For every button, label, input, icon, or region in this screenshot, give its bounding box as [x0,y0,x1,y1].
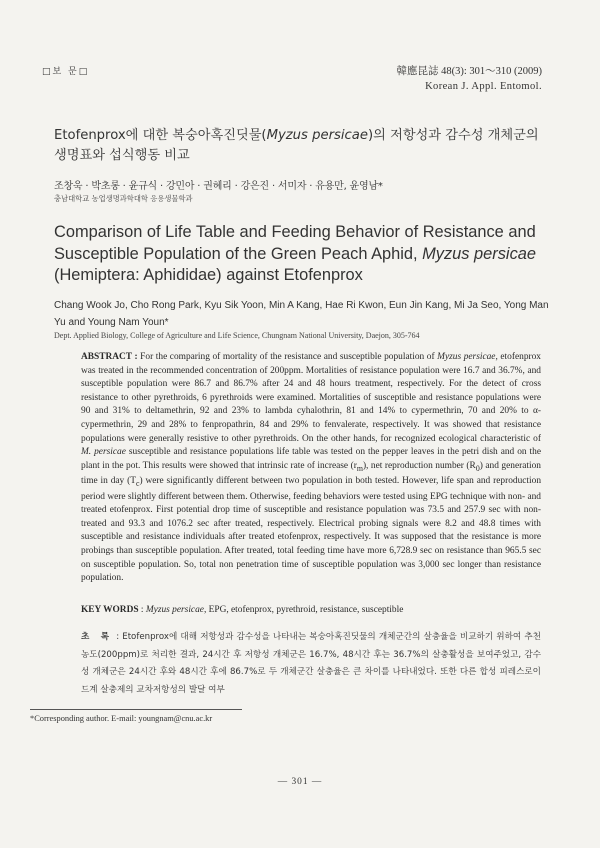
corresponding-author-footnote: *Corresponding author. E-mail: youngnam@cnu.ac.kr [30,714,213,723]
journal-citation: 韓應昆誌 48(3): 301～310 (2009) [396,66,542,77]
korean-title [54,126,554,166]
english-title-part1: Comparison of Life Table and Feeding Behavior of Resistance and Susceptible Population of the Green Peach Aphid, [54,223,536,263]
abstract-text: susceptible and resistance populations life table was tested on the pepper leaves in the petri dish and on the plant in the pot. This results were showed that intrinsic rate of increase (r [81,447,541,471]
footnote-divider [30,709,242,710]
article-category: □보 문□ [42,67,90,77]
english-title [54,222,564,287]
english-title-part2: (Hemiptera: Aphididae) against Etofenprox [54,266,363,284]
abstract-species: M. persicae [81,447,126,458]
korean-authors: 조창욱 · 박초롱 · 윤규식 · 강민아 · 권혜리 · 강은진 · 서미자 · 유용만, 윤영남* [54,181,383,192]
korean-summary-label: 초 록 [81,632,114,642]
keywords-label: KEY WORDS [81,605,139,615]
journal-header [396,64,542,94]
journal-name: Korean J. Appl. Entomol. [425,81,542,92]
korean-summary [81,629,541,699]
english-title-species: Myzus persicae [422,244,537,263]
abstract-text: , etofenprox was treated in the recommended concentration of 200ppm. Mortalities of resistance population were 16.7 and 36.7%, and susceptible population were 86.7 and 86.7% after 24 and 48 hours treatment, respectively. For the detect of cross resistance to other pyrethroids, 6 pyrethroids were examined. Mortalities of susceptible and resistance populations were 90 and 31% to deltamethrin, 92 and 23% to lambda cyhalothrin, 81 and 14% to cypermethrin, 70 and 20% to α-cypermethrin, 29 and 28% to fenpropathrin, 84 and 29% to fenvalerate, respectively. It was showed that resistance populations were generally resistive to other pyrethroids. On the other hands, for recognized ecological characteristic of [81,352,541,444]
keywords-species: Myzus persicae [145,605,204,615]
abstract-text: For the comparing of mortality of the resistance and susceptible population of [137,352,438,362]
english-affiliation: Dept. Applied Biology, College of Agriculture and Life Science, Chungnam National University, Daejon, 305-764 [54,331,420,340]
korean-summary-text: : Etofenprox에 대해 저항성과 감수성을 나타내는 복숭아혹진딧물의 개체군간의 살충율을 비교하기 위하여 추천농도(200ppm)로 처리한 결과, 24시간 후 저항성 개체군은 16.7%, 48시간 후는 36.7%의 살충활성을 보여주었고, 감수성 개체군은 24시간 후와 48시간 후에 86.7%로 두 개체군간 살충율은 큰 차이를 나타내었다. 또한 다른 합성 피레스로이드계 살충제의 교차저항성의 발달 여부 [81,632,541,695]
keywords-list: , EPG, etofenprox, pyrethroid, resistance, susceptible [203,605,404,615]
abstract-label: ABSTRACT : [81,352,138,362]
abstract-species: Myzus persicae [437,352,496,362]
keywords [81,605,541,615]
keywords-separator: : [138,605,146,615]
abstract-subscript: c [135,479,140,489]
korean-title-species: Myzus persicae [266,128,368,143]
korean-title-part1: Etofenprox에 대한 복숭아혹진딧물( [54,128,267,143]
korean-title-part2: )의 저항성과 감수성 개체군의 생명표와 섭식행동 비교 [54,128,539,163]
abstract-text: ), net reproduction number (R [362,460,476,471]
korean-affiliation: 충남대학교 농업생명과학대학 응용생물학과 [54,194,193,203]
english-authors: Chang Wook Jo, Cho Rong Park, Kyu Sik Yoon, Min A Kang, Hae Ri Kwon, Eun Jin Kang, Mi Ja Seo, Yong Man Yu and Young Nam Youn* [54,300,549,328]
abstract-text: ) and generation time in day (T [81,460,541,487]
abstract-subscript: 0 [475,463,480,473]
abstract-text: ) were significantly different between two population in both tested. However, life span and reproduction period were slightly different between them. Otherwise, feeding behaviors were tested using EPG technique with non- and treated etofenprox. First potential drop time of susceptible and resistance population was 73.5 and 257.9 sec with non-treated and 93.3 and 1076.2 sec after treated, respectively. Electrical probing signals were 8.2 and 48.8 times with susceptible and resistance individuals after treated etofenprox, respectively. It was supposed that the resistance is more probings than susceptible population. After treated, total feeding time have more 6,728.9 sec on resistance than 965.5 sec on susceptible population. So, total non penetration time of susceptible population was 3,000 sec longer than resistance population. [81,476,542,584]
abstract [81,351,541,586]
page-number: — 301 — [277,777,323,787]
abstract-subscript: m [356,463,363,473]
